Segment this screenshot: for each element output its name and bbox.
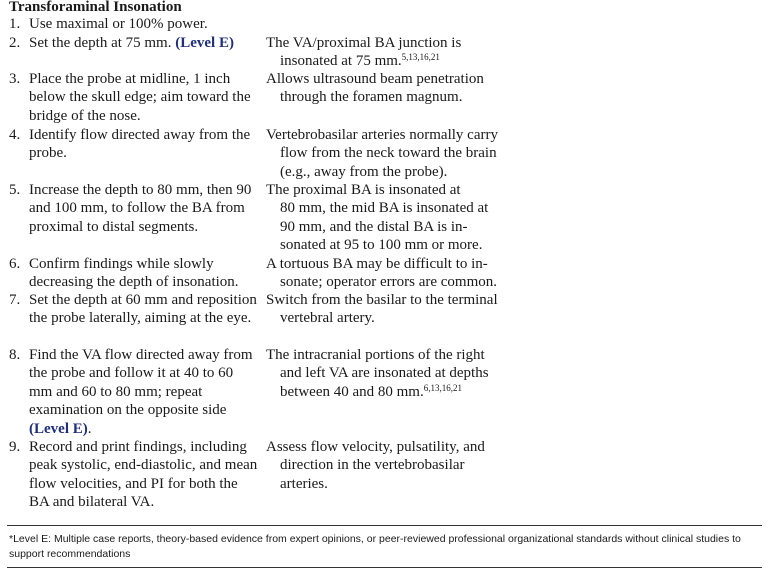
evidence-level: (Level E) [175,35,234,51]
step-text: Place the probe at midline, 1 inch below the skull edge; aim toward the bridge of the nose. [29,71,251,124]
rationale-line: arteries. [280,475,328,492]
reference-superscript: 5,13,16,21 [401,52,440,63]
rationale-line: Assess flow velocity, pulsatility, and [266,439,485,455]
rationale-line: The proximal BA is insonated at [266,182,461,198]
step-3 [9,70,259,125]
rationale-2 [266,70,511,107]
rationale-8 [266,438,511,493]
step-6 [9,255,259,292]
table-divider-bottom [7,567,762,568]
evidence-level: (Level E) [29,420,88,437]
rationale-line: sonated at 95 to 100 mm or more. [280,237,483,254]
rationale-line: flow from the neck toward the brain [280,145,497,162]
rationale-line: Switch from the basilar to the terminal [266,292,498,308]
footnote: *Level E: Multiple case reports, theory-based evidence from expert opinions, or peer-reviewed professional organizational standards without clinical studies to support recommendations [9,533,741,560]
rationale-4 [266,181,511,255]
rationale-6 [266,291,511,328]
step-text: Identify flow directed away from the probe. [29,127,251,162]
table-divider-top [7,525,762,526]
step-text: Increase the depth to 80 mm, then 90 and 100 mm, to follow the BA from proximal to distal segments. [29,182,252,235]
rationale-line: A tortuous BA may be difficult to in- [266,256,488,272]
rationale-line: The intracranial portions of the right [266,347,485,363]
step-text: Confirm findings while slowly decreasing the depth of insonation. [29,256,239,291]
step-2 [9,34,269,52]
step-number: 8. [9,347,21,363]
rationale-line: between 40 and 80 mm. [280,383,424,400]
step-number: 4. [9,127,21,143]
step-8 [9,346,259,438]
reference-superscript: 6,13,16,21 [423,382,462,393]
step-1 [9,15,259,33]
step-number: 9. [9,439,21,455]
rationale-line: direction in the vertebrobasilar [280,457,465,474]
step-text: Find the VA flow directed away from the probe and follow it at 40 to 60 mm and 60 to 80 mm; repeat examination on the opposite side [29,347,253,419]
step-number: 2. [9,35,21,51]
step-number: 1. [9,16,21,32]
rationale-line: vertebral artery. [280,310,375,327]
rationale-line: The VA/proximal BA junction is [266,35,462,51]
rationale-line: Allows ultrasound beam penetration [266,71,484,87]
rationale-line: 90 mm, and the distal BA is in- [280,218,468,235]
step-text: Record and print findings, including peak systolic, end-diastolic, and mean flow velocities, and PI for both the BA and bilateral VA. [29,439,258,511]
step-number: 7. [9,292,21,308]
rationale-line: through the foramen magnum. [280,89,463,106]
step-number: 3. [9,71,21,87]
rationale-5 [266,255,511,292]
rationale-line: insonated at 75 mm. [280,53,402,70]
step-tail: . [87,420,92,437]
rationale-line: and left VA are insonated at depths [280,365,489,382]
rationale-line: 80 mm, the mid BA is insonated at [280,200,489,217]
rationale-7 [266,346,511,401]
step-7 [9,291,259,328]
step-number: 5. [9,182,21,198]
rationale-line: (e.g., away from the probe). [280,163,448,180]
rationale-line: Vertebrobasilar arteries normally carry [266,127,498,143]
step-5 [9,181,259,236]
step-4 [9,126,259,163]
rationale-3 [266,126,511,181]
rationale-line: sonate; operator errors are common. [280,274,497,291]
rationale-1 [266,34,511,71]
step-number: 6. [9,256,21,272]
step-9 [9,438,259,512]
step-text: Set the depth at 60 mm and reposition the probe laterally, aiming at the eye. [29,292,257,327]
step-text: Use maximal or 100% power. [29,16,208,32]
step-text: Set the depth at 75 mm. [29,35,172,51]
section-title: Transforaminal Insonation [9,0,182,15]
